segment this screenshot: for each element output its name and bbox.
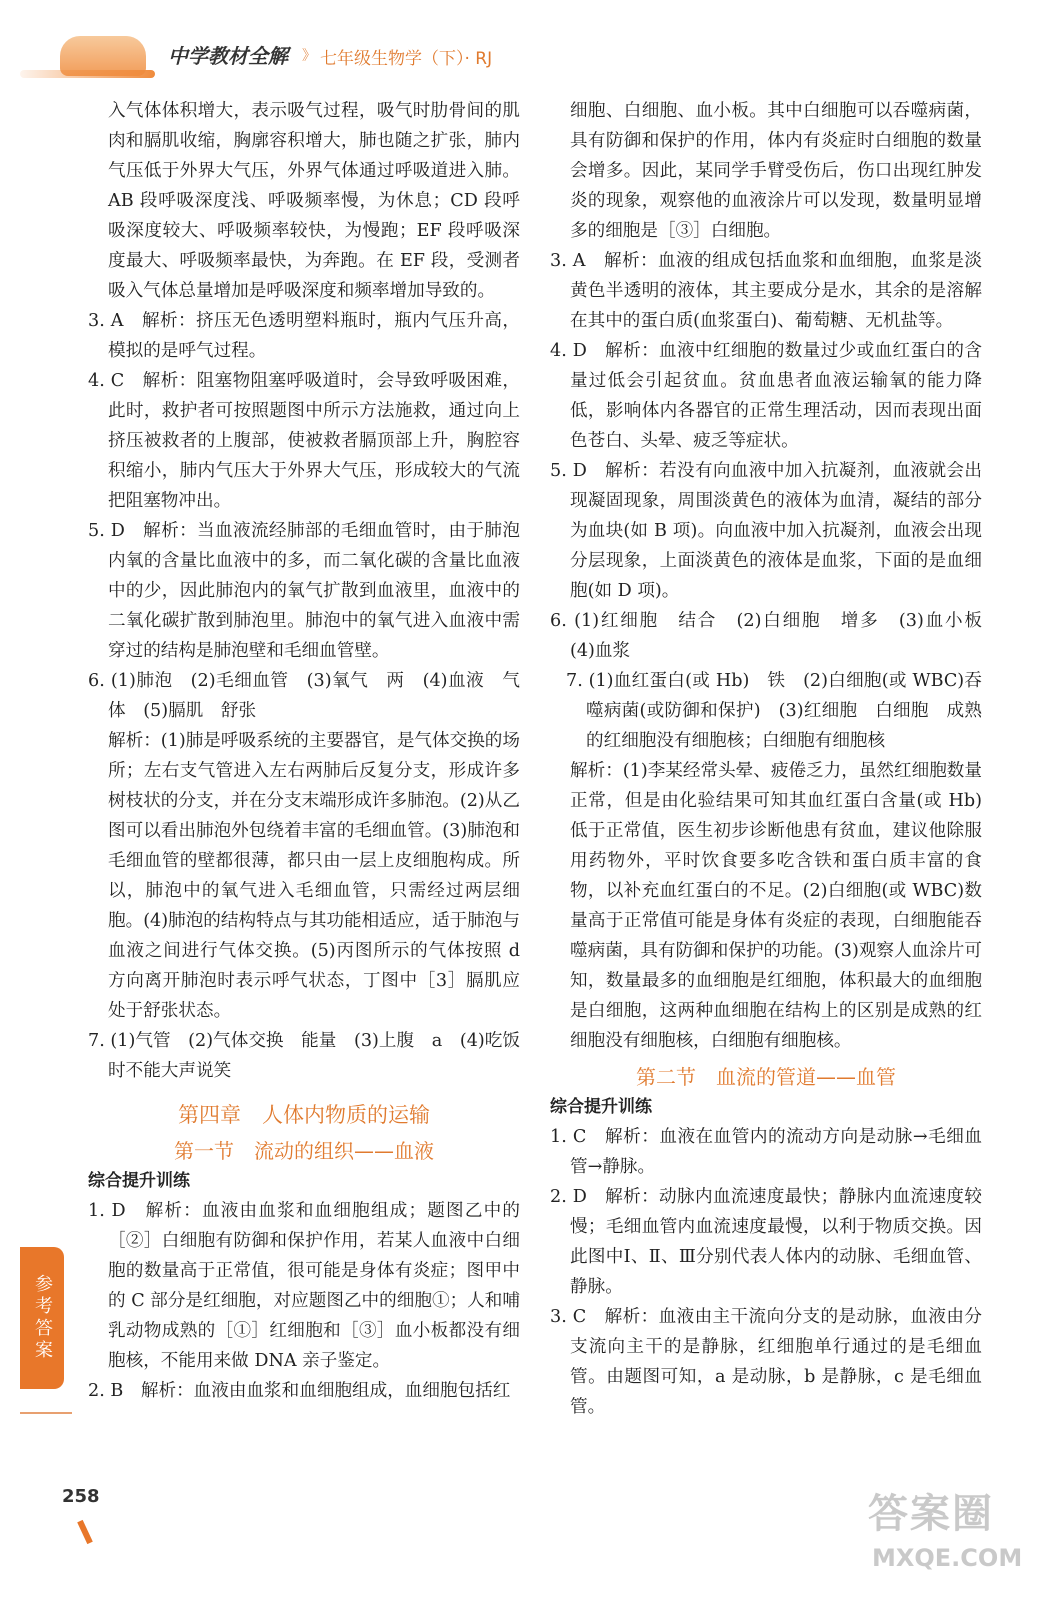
header-decoration	[20, 70, 155, 78]
section2-answer-2: 2. D 解析：动脉内血流速度最快；静脉内血流速度较慢；毛细血管内血流速度最慢，以利于物质交换。因此图中Ⅰ、Ⅱ、Ⅲ分别代表人体内的动脉、毛细血管、静脉。	[550, 1187, 982, 1297]
chapter-title: 第四章 人体内物质的运输	[178, 1103, 430, 1127]
book-subject: 七年级生物学（下）· RJ	[320, 49, 493, 69]
answer-7: 7. (1)气管 (2)气体交换 能量 (3)上腹 a (4)吃饭时不能大声说笑	[88, 1031, 520, 1081]
book-title: 中学教材全解	[168, 44, 288, 68]
answer-6: 6. (1)肺泡 (2)毛细血管 (3)氧气 两 (4)血液 气体 (5)膈肌 舒张	[88, 671, 520, 721]
watermark	[868, 1482, 1048, 1592]
section-title: 第一节 流动的组织——血液	[174, 1139, 434, 1163]
section1-answer-1: 1. D 解析：血液由血浆和血细胞组成；题图乙中的［②］白细胞有防御和保护作用，若某人血液中白细胞的数量高于正常值，很可能是身体有炎症；图甲中的 C 部分是红细胞，对应题图乙中的细胞①；人和哺乳动物成熟的［①］红细胞和［③］血小板都没有细胞核，不能用来做 DNA 亲子鉴定。	[88, 1201, 520, 1371]
reference-answer-tab: 参考答案	[20, 1247, 64, 1389]
section1-answer-4: 4. D 解析：血液中红细胞的数量过少或血红蛋白的含量过低会引起贫血。贫血患者血液运输氧的能力降低，影响体内各器官的正常生理活动，因而表现出面色苍白、头晕、疲乏等症状。	[550, 341, 982, 451]
section1-answer-5: 5. D 解析：若没有向血液中加入抗凝剂，血液就会出现凝固现象，周围淡黄色的液体为血清，凝结的部分为血块(如 B 项)。向血液中加入抗凝剂，血液会出现分层现象，上面淡黄色的液体是血浆，下面的是血细胞(如 D 项)。	[550, 461, 982, 601]
section2-answer-1: 1. C 解析：血液在血管内的流动方向是动脉→毛细血管→静脉。	[550, 1127, 982, 1177]
watermark-url: MXQE.COM	[872, 1544, 1023, 1572]
section2-answer-3: 3. C 解析：血液由主干流向分支的是动脉，血液由分支流向主干的是静脉，红细胞单行通过的是毛细血管。由题图可知，a 是动脉，b 是静脉，c 是毛细血管。	[550, 1307, 982, 1417]
section-title: 第二节 血流的管道——血管	[636, 1065, 896, 1089]
header-separator: 》	[302, 48, 316, 64]
answer-continuation: 细胞、白细胞、血小板。其中白细胞可以吞噬病菌，具有防御和保护的作用，体内有炎症时白细胞的数量会增多。因此，某同学手臂受伤后，伤口出现红肿发炎的现象，观察他的血液涂片可以发现，数量明显增多的细胞是［③］白细胞。	[570, 101, 982, 241]
right-column	[550, 96, 1000, 1422]
page-number-accent	[77, 1520, 93, 1544]
margin-divider	[20, 1412, 72, 1414]
answer-6-analysis: 解析：(1)肺是呼吸系统的主要器官，是气体交换的场所；左右支气管进入左右两肺后反复分支，形成许多树枝状的分支，并在分支末端形成许多肺泡。(2)从乙图可以看出肺泡外包绕着丰富的毛细血管。(3)肺泡和毛细血管的壁都很薄，都只由一层上皮细胞构成。所以，肺泡中的氧气进入毛细血管，只需经过两层细胞。(4)肺泡的结构特点与其功能相适应，适于肺泡与血液之间进行气体交换。(5)丙图所示的气体按照 d 方向离开肺泡时表示呼气状态，丁图中［3］膈肌应处于舒张状态。	[108, 731, 520, 1021]
section1-answer-7-analysis: 解析：(1)李某经常头晕、疲倦乏力，虽然红细胞数量正常，但是由化验结果可知其血红蛋白含量(或 Hb)低于正常值，医生初步诊断他患有贫血，建议他除服用药物外，平时饮食要多吃含铁和蛋白质丰富的食物，以补充血红蛋白的不足。(2)白细胞(或 WBC)数量高于正常值可能是身体有炎症的表现，白细胞能吞噬病菌，具有防御和保护的功能。(3)观察人血涂片可知，数量最多的血细胞是红细胞，体积最大的血细胞是白细胞，这两种血细胞在结构上的区别是成熟的红细胞没有细胞核，白细胞有细胞核。	[570, 761, 982, 1051]
section1-answer-3: 3. A 解析：血液的组成包括血浆和血细胞，血浆是淡黄色半透明的液体，其主要成分是水，其余的是溶解在其中的蛋白质(血浆蛋白)、葡萄糖、无机盐等。	[550, 251, 982, 331]
answer-5: 5. D 解析：当血液流经肺部的毛细血管时，由于肺泡内氧的含量比血液中的多，而二氧化碳的含量比血液中的少，因此肺泡内的氧气扩散到血液里，血液中的二氧化碳扩散到肺泡里。肺泡中的氧气进入血液中需穿过的结构是肺泡壁和毛细血管壁。	[88, 521, 520, 661]
training-heading: 综合提升训练	[550, 1097, 652, 1117]
answer-3: 3. A 解析：挤压无色透明塑料瓶时，瓶内气压升高，模拟的是呼气过程。	[88, 311, 520, 361]
watermark-logo: 答案圈	[868, 1491, 994, 1537]
left-column	[88, 96, 520, 1406]
answer-continuation: 入气体体积增大，表示吸气过程，吸气时肋骨间的肌肉和膈肌收缩，胸廓容积增大，肺也随之扩张，肺内气压低于外界大气压，外界气体通过呼吸道进入肺。AB 段呼吸深度浅、呼吸频率慢，为休息；CD 段呼吸深度较大、呼吸频率较快，为慢跑；EF 段呼吸深度最大、呼吸频率最快，为奔跑。在 EF 段，受测者吸入气体总量增加是呼吸深度和频率增加导致的。	[108, 101, 520, 301]
section1-answer-6: 6. (1)红细胞 结合 (2)白细胞 增多 (3)血小板 (4)血浆	[550, 611, 1000, 661]
section1-answer-2: 2. B 解析：血液由血浆和血细胞组成，血细胞包括红	[88, 1381, 511, 1401]
page-number: 258	[62, 1486, 100, 1507]
section1-answer-7: 7. (1)血红蛋白(或 Hb) 铁 (2)白细胞(或 WBC)吞噬病菌(或防御和保护) (3)红细胞 白细胞 成熟的红细胞没有细胞核；白细胞有细胞核	[566, 671, 982, 751]
training-heading: 综合提升训练	[88, 1171, 190, 1191]
answer-4: 4. C 解析：阻塞物阻塞呼吸道时，会导致呼吸困难，此时，救护者可按照题图中所示方法施救，通过向上挤压被救者的上腹部，使被救者膈顶部上升，胸腔容积缩小，肺内气压大于外界大气压，形成较大的气流把阻塞物冲出。	[88, 371, 520, 511]
page-header	[0, 0, 560, 86]
